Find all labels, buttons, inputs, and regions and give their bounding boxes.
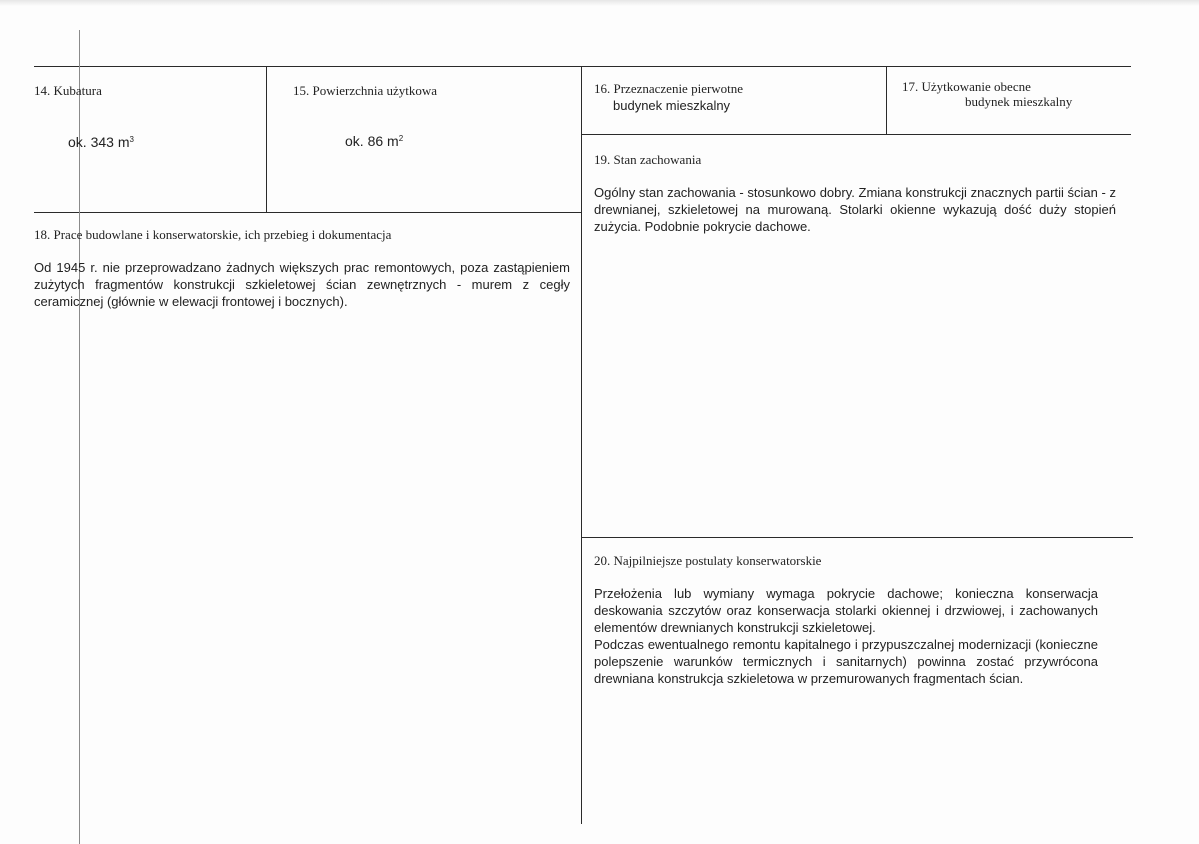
field-17-value: budynek mieszkalny [965,94,1073,109]
rule-under-16-17 [582,134,1131,135]
field-20-paragraph-1: Przełożenia lub wymiany wymaga pokrycie dachowe; konieczna konserwacja deskowania szczytów oraz konserwacja stolarki okiennej i drzwiowej, i zachowanych elementów drewnianych konstrukcji szkieletowej. [594,586,1098,635]
field-20-text [594,585,1098,687]
divider-16-17 [886,66,887,135]
field-18-title: 18. Prace budowlane i konserwatorskie, ich przebieg i dokumentacja [34,227,392,242]
field-14-value-text: ok. 343 m [68,134,130,150]
field-19-paragraph: Ogólny stan zachowania - stosunkowo dobry. Zmiana konstrukcji znacznych partii ścian - z drewnianej, szkieletowej na murowaną. Stolarki okienne wykazują dość duży stopień zużycia. Podobnie pokrycie dachowe. [594,185,1116,234]
field-19-title: 19. Stan zachowania [594,152,702,167]
divider-center [581,66,582,824]
field-14-title: 14. Kubatura [34,83,102,98]
field-15-value [345,133,403,149]
field-15-value-exponent: 2 [398,134,404,143]
field-14-value-exponent: 3 [129,135,134,144]
field-15-value-text: ok. 86 m [345,133,399,149]
field-17-title: 17. Użytkowanie obecne [902,79,1031,94]
field-20-paragraph-2: Podczas ewentualnego remontu kapitalnego i przypuszczalnej modernizacji (konieczne polepszenie warunków termicznych i sanitarnych) powinna zostać przywrócona drewniana konstrukcja szkieletowa w przemurowanych fragmentach ścian. [594,637,1098,686]
margin-line [79,30,80,844]
field-14-value [68,134,134,150]
field-18-paragraph: Od 1945 r. nie przeprowadzano żadnych większych prac remontowych, poza zastąpieniem zużytych fragmentów konstrukcji szkieletowej ścian zewnętrznych - murem z cegły ceramicznej (głównie w elewacji frontowej i bocznych). [34,260,570,309]
field-16-value: budynek mieszkalny [613,98,731,113]
field-18-text [34,259,570,310]
scan-edge-shadow [0,0,1199,6]
rule-above-20 [582,537,1133,538]
field-15-title: 15. Powierzchnia użytkowa [293,83,438,98]
divider-14-15 [266,66,267,213]
field-20-title: 20. Najpilniejsze postulaty konserwatorskie [594,553,822,568]
rule-top [34,66,1131,67]
rule-under-14-15 [34,212,582,213]
field-19-text [594,184,1116,235]
field-16-title: 16. Przeznaczenie pierwotne [594,81,744,96]
